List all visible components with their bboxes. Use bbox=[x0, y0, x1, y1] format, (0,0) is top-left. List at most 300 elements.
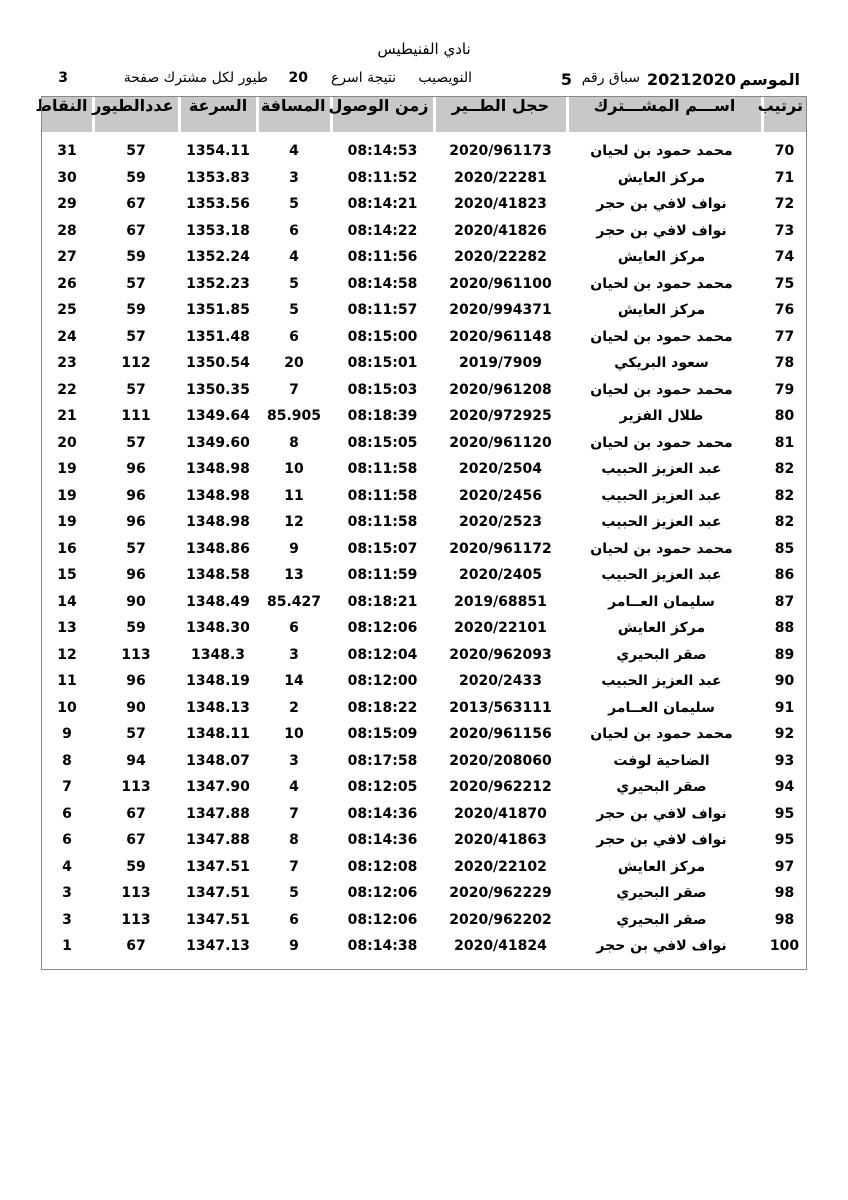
speed-cell: 1352.24 bbox=[186, 249, 250, 266]
ring-cell: 2020/22282 bbox=[454, 249, 547, 266]
speed-cell: 1351.85 bbox=[186, 302, 250, 319]
points-cell: 14 bbox=[57, 593, 77, 610]
table-row bbox=[41, 589, 807, 616]
time-cell: 08:14:36 bbox=[347, 805, 418, 822]
birds-cell: 57 bbox=[126, 143, 146, 160]
distance-cell: 10 bbox=[284, 461, 304, 478]
time-cell: 08:12:06 bbox=[347, 911, 418, 928]
time-cell: 08:11:59 bbox=[347, 567, 418, 584]
time-cell: 08:15:07 bbox=[347, 540, 418, 557]
ring-cell: 2020/961156 bbox=[449, 726, 552, 743]
distance-cell: 6 bbox=[289, 328, 299, 345]
ring-cell: 2020/961120 bbox=[449, 434, 552, 451]
time-cell: 08:12:05 bbox=[347, 779, 418, 796]
ring-cell: 2020/2433 bbox=[458, 673, 543, 690]
distance-cell: 5 bbox=[289, 275, 299, 292]
rank-cell: 91 bbox=[774, 699, 795, 716]
points-cell: 11 bbox=[57, 673, 77, 690]
rank-cell: 100 bbox=[769, 938, 800, 955]
ring-cell: 2020/41870 bbox=[454, 805, 547, 822]
table-row bbox=[41, 403, 807, 430]
speed-cell: 1348.3 bbox=[190, 646, 246, 663]
time-cell: 08:11:52 bbox=[347, 169, 418, 186]
time-cell: 08:11:56 bbox=[347, 249, 418, 266]
rank-cell: 82 bbox=[774, 514, 795, 531]
birds-cell: 59 bbox=[126, 302, 146, 319]
time-cell: 08:15:00 bbox=[347, 328, 418, 345]
ring-cell: 2020/962212 bbox=[449, 779, 552, 796]
race-label: سباق رقم bbox=[581, 70, 640, 86]
ring-cell: 2020/961172 bbox=[449, 540, 552, 557]
birds-cell: 59 bbox=[126, 858, 146, 875]
time-cell: 08:12:04 bbox=[347, 646, 418, 663]
distance-cell: 5 bbox=[289, 885, 299, 902]
rank-cell: 94 bbox=[774, 779, 795, 796]
table-row bbox=[41, 827, 807, 854]
ring-cell: 2020/961100 bbox=[449, 275, 552, 292]
distance-cell: 9 bbox=[289, 938, 299, 955]
time-cell: 08:17:58 bbox=[347, 752, 418, 769]
points-cell: 26 bbox=[57, 275, 77, 292]
name-cell: عبد العزيز الحبيب bbox=[601, 461, 722, 478]
ring-cell: 2020/962093 bbox=[449, 646, 552, 663]
rank-cell: 71 bbox=[774, 169, 795, 186]
name-cell: صقر البحيري bbox=[616, 646, 707, 663]
birds-cell: 96 bbox=[126, 514, 146, 531]
time-cell: 08:14:53 bbox=[347, 143, 418, 160]
name-cell: محمد حمود بن لحيان bbox=[590, 540, 733, 557]
points-cell: 6 bbox=[62, 805, 72, 822]
birds-cell: 111 bbox=[121, 408, 151, 425]
points-cell: 22 bbox=[57, 381, 77, 398]
time-cell: 08:14:58 bbox=[347, 275, 418, 292]
ring-cell: 2020/962202 bbox=[449, 911, 552, 928]
speed-cell: 1348.98 bbox=[186, 461, 250, 478]
birds-cell: 59 bbox=[126, 620, 146, 637]
name-cell: عبد العزيز الحبيب bbox=[601, 673, 722, 690]
birds-cell: 94 bbox=[126, 752, 146, 769]
rank-cell: 74 bbox=[774, 249, 795, 266]
speed-cell: 1349.60 bbox=[186, 434, 250, 451]
birds-cell: 59 bbox=[126, 249, 146, 266]
ring-cell: 2020/972925 bbox=[449, 408, 552, 425]
birds-cell: 57 bbox=[126, 434, 146, 451]
name-cell: سعود البريكي bbox=[614, 355, 709, 372]
speed-cell: 1353.18 bbox=[186, 222, 250, 239]
points-cell: 25 bbox=[57, 302, 77, 319]
birds-cell: 96 bbox=[126, 673, 146, 690]
rank-cell: 70 bbox=[774, 143, 795, 160]
points-cell: 19 bbox=[57, 461, 77, 478]
name-cell: عبد العزيز الحبيب bbox=[601, 567, 722, 584]
name-cell: الضاحية لوفت bbox=[613, 752, 710, 769]
time-cell: 08:18:21 bbox=[347, 593, 418, 610]
rank-cell: 97 bbox=[774, 858, 795, 875]
ring-cell: 2020/41863 bbox=[454, 832, 547, 849]
table-row bbox=[41, 854, 807, 881]
speed-cell: 1350.54 bbox=[186, 355, 250, 372]
rank-cell: 73 bbox=[774, 222, 795, 239]
rank-cell: 85 bbox=[774, 540, 795, 557]
ring-cell: 2020/961148 bbox=[449, 328, 552, 345]
distance-cell: 8 bbox=[289, 434, 299, 451]
speed-cell: 1352.23 bbox=[186, 275, 250, 292]
table-row bbox=[41, 483, 807, 510]
ring-cell: 2020/22102 bbox=[454, 858, 547, 875]
name-cell: صقر البحيري bbox=[616, 885, 707, 902]
rank-cell: 78 bbox=[774, 355, 795, 372]
rank-cell: 86 bbox=[774, 567, 795, 584]
ring-cell: 2020/22281 bbox=[454, 169, 547, 186]
table-row bbox=[41, 377, 807, 404]
header-row bbox=[41, 96, 807, 132]
ring-cell: 2020/22101 bbox=[454, 620, 547, 637]
table-row bbox=[41, 271, 807, 298]
birds-cell: 67 bbox=[126, 832, 146, 849]
table-row bbox=[41, 721, 807, 748]
points-cell: 6 bbox=[62, 832, 72, 849]
table-row bbox=[41, 615, 807, 642]
col-speed: السرعة bbox=[179, 96, 257, 132]
table-row bbox=[41, 350, 807, 377]
speed-cell: 1348.19 bbox=[186, 673, 250, 690]
ring-cell: 2020/2405 bbox=[458, 567, 543, 584]
distance-cell: 12 bbox=[284, 514, 304, 531]
result-label: نتيجة اسرع bbox=[330, 70, 396, 86]
rank-cell: 82 bbox=[774, 461, 795, 478]
rank-cell: 80 bbox=[774, 408, 795, 425]
distance-cell: 4 bbox=[289, 779, 299, 796]
speed-cell: 1348.13 bbox=[186, 699, 250, 716]
points-cell: 9 bbox=[62, 726, 72, 743]
time-cell: 08:12:00 bbox=[347, 673, 418, 690]
speed-cell: 1348.30 bbox=[186, 620, 250, 637]
points-cell: 4 bbox=[62, 858, 72, 875]
rank-cell: 95 bbox=[774, 832, 795, 849]
table-row bbox=[41, 774, 807, 801]
page-number: 3 bbox=[58, 70, 68, 86]
table-row bbox=[41, 165, 807, 192]
table-row bbox=[41, 297, 807, 324]
table-row bbox=[41, 695, 807, 722]
distance-cell: 7 bbox=[289, 858, 299, 875]
table-row bbox=[41, 562, 807, 589]
table-row bbox=[41, 748, 807, 775]
time-cell: 08:14:36 bbox=[347, 832, 418, 849]
table-row bbox=[41, 907, 807, 934]
points-cell: 27 bbox=[57, 249, 77, 266]
time-cell: 08:18:22 bbox=[347, 699, 418, 716]
table-row bbox=[41, 933, 807, 960]
distance-cell: 11 bbox=[284, 487, 304, 504]
ring-cell: 2019/68851 bbox=[454, 593, 547, 610]
table-row bbox=[41, 138, 807, 165]
distance-cell: 8 bbox=[289, 832, 299, 849]
race-location: النويصيب bbox=[418, 70, 472, 86]
distance-cell: 7 bbox=[289, 381, 299, 398]
speed-cell: 1347.13 bbox=[186, 938, 250, 955]
distance-cell: 20 bbox=[284, 355, 304, 372]
name-cell: محمد حمود بن لحيان bbox=[590, 275, 733, 292]
birds-cell: 67 bbox=[126, 938, 146, 955]
distance-cell: 2 bbox=[289, 699, 299, 716]
points-cell: 7 bbox=[62, 779, 72, 796]
speed-cell: 1347.88 bbox=[186, 832, 250, 849]
col-name: اســـم المشـــترك bbox=[567, 96, 762, 132]
ring-cell: 2019/7909 bbox=[458, 355, 543, 372]
distance-cell: 9 bbox=[289, 540, 299, 557]
birds-cell: 57 bbox=[126, 328, 146, 345]
distance-cell: 5 bbox=[289, 302, 299, 319]
name-cell: محمد حمود بن لحيان bbox=[590, 143, 733, 160]
speed-cell: 1350.35 bbox=[186, 381, 250, 398]
speed-cell: 1347.51 bbox=[186, 858, 250, 875]
points-cell: 19 bbox=[57, 487, 77, 504]
col-points: النقاط bbox=[41, 96, 93, 132]
birds-cell: 57 bbox=[126, 540, 146, 557]
ring-cell: 2020/994371 bbox=[449, 302, 552, 319]
race-number: 5 bbox=[560, 70, 572, 89]
rank-cell: 88 bbox=[774, 620, 795, 637]
distance-cell: 4 bbox=[289, 143, 299, 160]
rank-cell: 81 bbox=[774, 434, 795, 451]
distance-cell: 10 bbox=[284, 726, 304, 743]
ring-cell: 2020/41826 bbox=[454, 222, 547, 239]
birds-cell: 57 bbox=[126, 381, 146, 398]
name-cell: مركز العايش bbox=[617, 169, 706, 186]
name-cell: مركز العايش bbox=[617, 302, 706, 319]
time-cell: 08:12:08 bbox=[347, 858, 418, 875]
distance-cell: 14 bbox=[284, 673, 304, 690]
birds-label: طيور لكل مشترك صفحة bbox=[123, 70, 268, 86]
distance-cell: 4 bbox=[289, 249, 299, 266]
name-cell: صقر البحيري bbox=[616, 779, 707, 796]
time-cell: 08:15:05 bbox=[347, 434, 418, 451]
time-cell: 08:14:22 bbox=[347, 222, 418, 239]
rank-cell: 72 bbox=[774, 196, 795, 213]
points-cell: 23 bbox=[57, 355, 77, 372]
season-value: 20212020 bbox=[646, 70, 736, 89]
name-cell: محمد حمود بن لحيان bbox=[590, 726, 733, 743]
ring-cell: 2020/41823 bbox=[454, 196, 547, 213]
speed-cell: 1348.07 bbox=[186, 752, 250, 769]
speed-cell: 1347.90 bbox=[186, 779, 250, 796]
name-cell: سليمان العــامر bbox=[608, 699, 715, 716]
distance-cell: 13 bbox=[284, 567, 304, 584]
birds-cell: 57 bbox=[126, 726, 146, 743]
race-header bbox=[40, 70, 808, 92]
speed-cell: 1348.49 bbox=[186, 593, 250, 610]
birds-cell: 57 bbox=[126, 275, 146, 292]
points-cell: 20 bbox=[57, 434, 77, 451]
time-cell: 08:15:01 bbox=[347, 355, 418, 372]
distance-cell: 6 bbox=[289, 620, 299, 637]
col-distance: المسافة bbox=[257, 96, 331, 132]
table-row bbox=[41, 509, 807, 536]
ring-cell: 2020/2504 bbox=[458, 461, 543, 478]
points-cell: 13 bbox=[57, 620, 77, 637]
name-cell: عبد العزيز الحبيب bbox=[601, 487, 722, 504]
speed-cell: 1353.56 bbox=[186, 196, 250, 213]
points-cell: 1 bbox=[62, 938, 72, 955]
table-row bbox=[41, 191, 807, 218]
col-ring: حجل الطــير bbox=[434, 96, 567, 132]
birds-cell: 96 bbox=[126, 461, 146, 478]
distance-cell: 6 bbox=[289, 911, 299, 928]
distance-cell: 5 bbox=[289, 196, 299, 213]
speed-cell: 1348.86 bbox=[186, 540, 250, 557]
distance-cell: 3 bbox=[289, 646, 299, 663]
name-cell: صقر البحيري bbox=[616, 911, 707, 928]
speed-cell: 1347.88 bbox=[186, 805, 250, 822]
season-label: الموسم bbox=[739, 70, 800, 89]
name-cell: نواف لافي بن حجر bbox=[596, 222, 727, 239]
ring-cell: 2020/2523 bbox=[458, 514, 543, 531]
table-row bbox=[41, 801, 807, 828]
table-row bbox=[41, 642, 807, 669]
birds-count: 20 bbox=[288, 70, 308, 86]
rank-cell: 90 bbox=[774, 673, 795, 690]
rank-cell: 75 bbox=[774, 275, 795, 292]
birds-cell: 90 bbox=[126, 593, 146, 610]
birds-cell: 113 bbox=[121, 779, 151, 796]
points-cell: 21 bbox=[57, 408, 77, 425]
rank-cell: 79 bbox=[774, 381, 795, 398]
speed-cell: 1349.64 bbox=[186, 408, 250, 425]
name-cell: طلال الفزير bbox=[619, 408, 704, 425]
speed-cell: 1347.51 bbox=[186, 911, 250, 928]
speed-cell: 1348.98 bbox=[186, 487, 250, 504]
birds-cell: 96 bbox=[126, 487, 146, 504]
name-cell: نواف لافي بن حجر bbox=[596, 805, 727, 822]
name-cell: عبد العزيز الحبيب bbox=[601, 514, 722, 531]
table-row bbox=[41, 668, 807, 695]
ring-cell: 2020/208060 bbox=[449, 752, 552, 769]
name-cell: محمد حمود بن لحيان bbox=[590, 434, 733, 451]
distance-cell: 3 bbox=[289, 169, 299, 186]
col-time: زمن الوصول bbox=[331, 96, 434, 132]
points-cell: 16 bbox=[57, 540, 77, 557]
points-cell: 8 bbox=[62, 752, 72, 769]
points-cell: 30 bbox=[57, 169, 77, 186]
time-cell: 08:15:09 bbox=[347, 726, 418, 743]
birds-cell: 67 bbox=[126, 805, 146, 822]
distance-cell: 85.427 bbox=[266, 593, 322, 610]
table-row bbox=[41, 456, 807, 483]
time-cell: 08:11:58 bbox=[347, 487, 418, 504]
time-cell: 08:12:06 bbox=[347, 885, 418, 902]
rank-cell: 89 bbox=[774, 646, 795, 663]
time-cell: 08:18:39 bbox=[347, 408, 418, 425]
birds-cell: 59 bbox=[126, 169, 146, 186]
name-cell: مركز العايش bbox=[617, 858, 706, 875]
table-row bbox=[41, 880, 807, 907]
points-cell: 12 bbox=[57, 646, 77, 663]
ring-cell: 2020/41824 bbox=[454, 938, 547, 955]
name-cell: محمد حمود بن لحيان bbox=[590, 381, 733, 398]
birds-cell: 90 bbox=[126, 699, 146, 716]
time-cell: 08:11:57 bbox=[347, 302, 418, 319]
time-cell: 08:11:58 bbox=[347, 461, 418, 478]
rank-cell: 93 bbox=[774, 752, 795, 769]
speed-cell: 1348.58 bbox=[186, 567, 250, 584]
rank-cell: 76 bbox=[774, 302, 795, 319]
time-cell: 08:15:03 bbox=[347, 381, 418, 398]
birds-cell: 67 bbox=[126, 222, 146, 239]
name-cell: مركز العايش bbox=[617, 620, 706, 637]
table-row bbox=[41, 324, 807, 351]
club-title: نادي الفنيطيس bbox=[377, 40, 471, 58]
speed-cell: 1351.48 bbox=[186, 328, 250, 345]
birds-cell: 113 bbox=[121, 885, 151, 902]
speed-cell: 1348.11 bbox=[186, 726, 250, 743]
distance-cell: 3 bbox=[289, 752, 299, 769]
time-cell: 08:14:38 bbox=[347, 938, 418, 955]
distance-cell: 7 bbox=[289, 805, 299, 822]
time-cell: 08:12:06 bbox=[347, 620, 418, 637]
ring-cell: 2020/962229 bbox=[449, 885, 552, 902]
points-cell: 3 bbox=[62, 885, 72, 902]
speed-cell: 1347.51 bbox=[186, 885, 250, 902]
speed-cell: 1354.11 bbox=[186, 143, 250, 160]
points-cell: 3 bbox=[62, 911, 72, 928]
speed-cell: 1353.83 bbox=[186, 169, 250, 186]
distance-cell: 6 bbox=[289, 222, 299, 239]
time-cell: 08:14:21 bbox=[347, 196, 418, 213]
speed-cell: 1348.98 bbox=[186, 514, 250, 531]
rank-cell: 98 bbox=[774, 911, 795, 928]
col-rank: ترتيب bbox=[762, 96, 807, 132]
rank-cell: 77 bbox=[774, 328, 795, 345]
rank-cell: 87 bbox=[774, 593, 795, 610]
points-cell: 28 bbox=[57, 222, 77, 239]
table-row bbox=[41, 430, 807, 457]
rank-cell: 98 bbox=[774, 885, 795, 902]
rank-cell: 95 bbox=[774, 805, 795, 822]
birds-cell: 113 bbox=[121, 911, 151, 928]
table-row bbox=[41, 536, 807, 563]
time-cell: 08:11:58 bbox=[347, 514, 418, 531]
results-table bbox=[35, 96, 807, 960]
points-cell: 10 bbox=[57, 699, 77, 716]
name-cell: مركز العايش bbox=[617, 249, 706, 266]
rank-cell: 92 bbox=[774, 726, 795, 743]
distance-cell: 85.905 bbox=[266, 408, 322, 425]
ring-cell: 2020/961208 bbox=[449, 381, 552, 398]
points-cell: 29 bbox=[57, 196, 77, 213]
ring-cell: 2013/563111 bbox=[449, 699, 552, 716]
points-cell: 24 bbox=[57, 328, 77, 345]
points-cell: 15 bbox=[57, 567, 77, 584]
birds-cell: 67 bbox=[126, 196, 146, 213]
name-cell: نواف لافي بن حجر bbox=[596, 832, 727, 849]
birds-cell: 112 bbox=[121, 355, 151, 372]
name-cell: سليمان العــامر bbox=[608, 593, 715, 610]
ring-cell: 2020/2456 bbox=[458, 487, 543, 504]
points-cell: 31 bbox=[57, 143, 77, 160]
table-row bbox=[41, 244, 807, 271]
ring-cell: 2020/961173 bbox=[449, 143, 552, 160]
birds-cell: 113 bbox=[121, 646, 151, 663]
col-birds: عددالطيور bbox=[93, 96, 179, 132]
table-row bbox=[41, 218, 807, 245]
rank-cell: 82 bbox=[774, 487, 795, 504]
birds-cell: 96 bbox=[126, 567, 146, 584]
name-cell: نواف لافي بن حجر bbox=[596, 196, 727, 213]
points-cell: 19 bbox=[57, 514, 77, 531]
name-cell: محمد حمود بن لحيان bbox=[590, 328, 733, 345]
name-cell: نواف لافي بن حجر bbox=[596, 938, 727, 955]
